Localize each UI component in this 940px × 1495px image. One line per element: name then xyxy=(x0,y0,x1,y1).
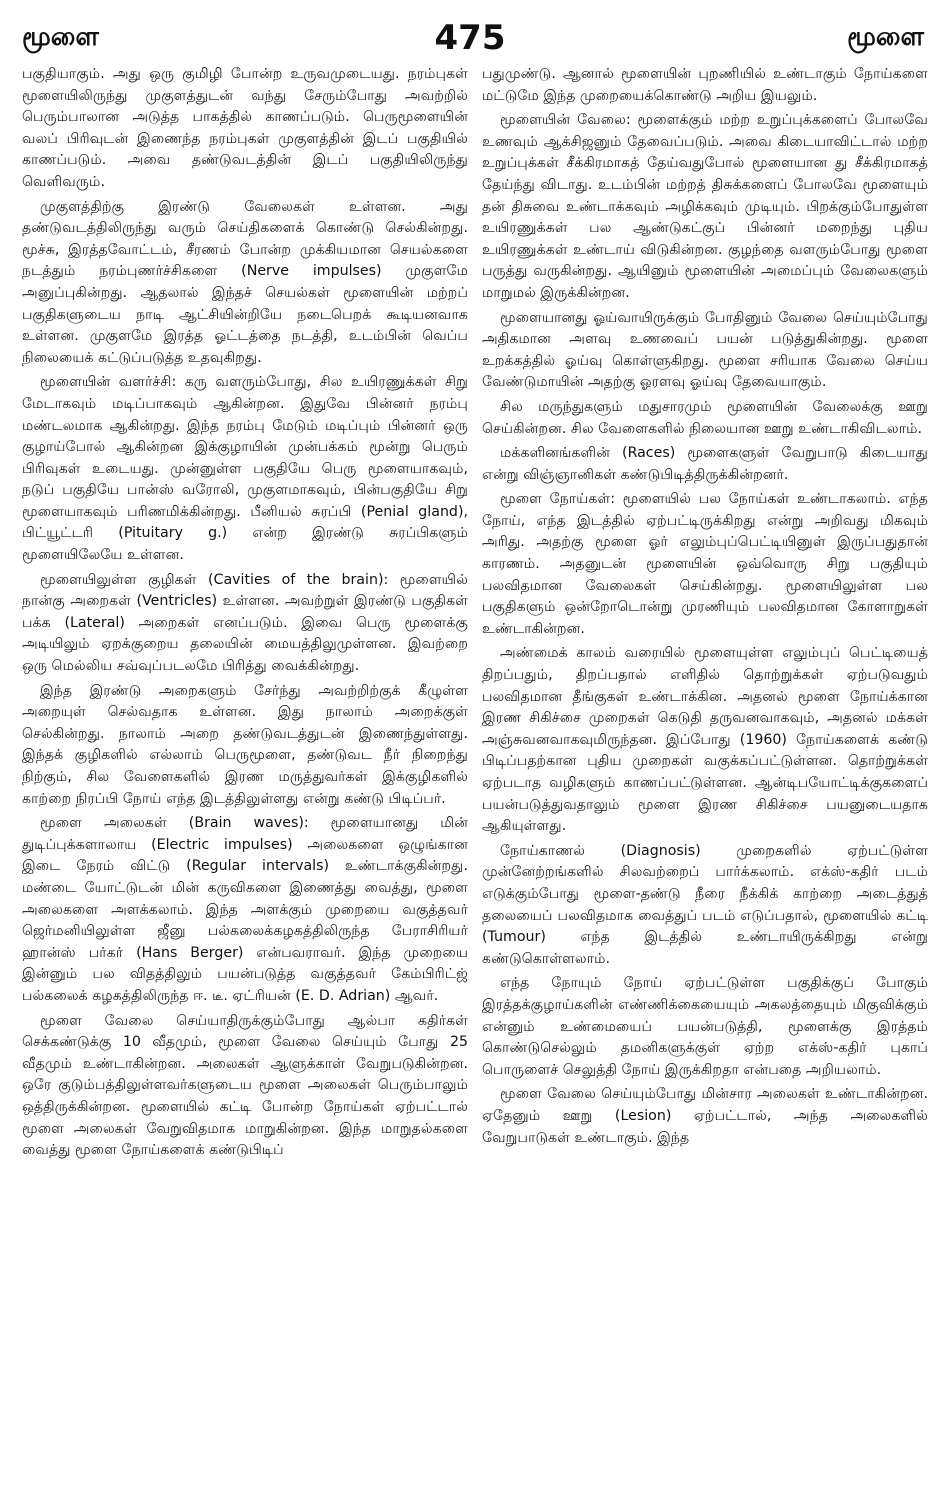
paragraph: மூளை நோய்கள்: மூளையில் பல நோய்கள் உண்டாகலாம். எந்த நோய், எந்த இடத்தில் ஏற்பட்டிருக்கிறது என்று அறிவது மிகவும் அரிது. அதற்கு மூளை ஓர் எலும்புப்பெட்டியினுள் இருப்பதுதான் காரணம். அதனுடன் மூளையின் ஒவ்வொரு சிறு பகுதியும் பலவிதமான வேலைகள் செய்கின்றது. மூளையிலுள்ள பல பகுதிகளும் ஒன்றோடொன்று முரணியும் பலவிதமான கோளாறுகள் உண்டாகின்றன. xyxy=(482,491,928,637)
paragraph: பதுமுண்டு. ஆனால் மூளையின் புறணியில் உண்டாகும் நோய்களை மட்டுமே இந்த முறையைக்கொண்டு அறிய இயலும். xyxy=(482,66,928,104)
paragraph: சில மருந்துகளும் மதுசாரமும் மூளையின் வேலைக்கு ஊறு செய்கின்றன. சில வேளைகளில் நிலையான ஊறு உண்டாகிவிடலாம். xyxy=(482,398,928,437)
paragraph: அண்மைக் காலம் வரையில் மூளையுள்ள எலும்புப் பெட்டியைத் திறப்பதும், திறப்பதால் எளிதில் தொற்றுக்கள் ஏற்படுவதும் பலவிதமான தீங்குகள் உண்டாக்கின. அதனல் மூளை நோய்க்கான இரண சிகிச்சை முறைகள் கெடுதி தருவனவாகவும், அதனல் மக்கள் அஞ்சுவனவாகவுமிருந்தன. இப்போது (1960) நோய்களைக் கண்டு பிடிப்பதற்கான புதிய முறைகள் வகுக்கப்பட்டுள்ளன. தொற்றுக்கள் ஏற்படாத வழிகளும் காணப்பட்டுள்ளன. ஆன்டிபயோட்டிக்குகளைப் பயன்படுத்துவதாலும் மூளை இரண சிகிச்சை பயனுடையதாக ஆகியுள்ளது. xyxy=(482,645,928,835)
paragraph: மூளையின் வேலை: மூளைக்கும் மற்ற உறுப்புக்களைப் போலவே உணவும் ஆக்சிஜனும் தேவைப்படும். அவை கிடையாவிட்டால் மற்ற உறுப்புக்கள் சீக்கிரமாகத் தேய்வதுபோல் மூளையான து சீக்கிரமாகத் தேய்ந்து விடாது. உடம்பின் மற்றத் திசுக்களைப் போலவே மூளையும் தன் திசுவை உண்டாக்கவும் அழிக்கவும் முடியும். பிறக்கும்போதுள்ள உயிரணுக்கள் பல ஆண்டுகட்குப் பின்னர் மறைந்து புதிய உயிரணுக்கள் உண்டாய் விடுகின்றன. குழந்தை வளரும்போது மூளை பருத்து வருகின்றது. ஆயினும் மூளையின் அமைப்பும் வேலைகளும் மாறுமல் இருக்கின்றன. xyxy=(482,112,928,301)
paragraph: மூளையிலுள்ள குழிகள் (Cavities of the brain): மூளையில் நான்கு அறைகள் (Ventricles) உள்ளன. அவற்றுள் இரண்டு பகுதிகள் பக்க (Lateral) அறைகள் எனப்படும். இவை பெரு மூளைக்கு அடியிலும் ஏறக்குறைய தலையின் மையத்திலுமுள்ளன. இவற்றை ஒரு மெல்லிய சவ்வுப்படலமே பிரித்து வைக்கின்றது. xyxy=(22,571,468,675)
paragraph: முகுளத்திற்கு இரண்டு வேலைகள் உள்ளன. அது தண்டுவடத்திலிருந்து வரும் செய்திகளைக் கொண்டு செல்கின்றது. மூச்சு, இரத்தவோட்டம், சீரணம் போன்ற முக்கியமான செயல்களை நடத்தும் நரம்புணர்ச்சிகளை (Nerve impulses) முகுளமே அனுப்புகின்றது. ஆதலால் இந்தச் செயல்கள் மூளையின் மற்றப் பகுதிகளுடைய நாடி ஆட்சியின்றியே நடைபெறக் கூடியனவாக உள்ளன. முகுளமே இரத்த ஓட்டத்தை நடத்தி, உடம்பின் வெப்ப நிலையைக் கட்டுப்படுத்த உதவுகிறது. xyxy=(22,198,468,366)
running-head-left: மூளை xyxy=(22,22,99,52)
paragraph: மக்களினங்களின் (Races) மூளைகளுள் வேறுபாடு கிடையாது என்று விஞ்ஞானிகள் கண்டுபிடித்திருக்கின்றனர். xyxy=(482,445,928,483)
paragraph: மூளை அலைகள் (Brain waves): மூளையானது மின் துடிப்புக்களாலாய (Electric impulses) அலைகளை ஒழுங்கான இடை நேரம் விட்டு (Regular intervals) உண்டாக்குகின்றது. மண்டை யோட்டுடன் மின் கருவிகளை இணைத்து வைத்து, மூளை அலைகளை அளக்கலாம். இந்த அளக்கும் முறையை வகுத்தவர் ஜெர்மனியிலுள்ள ஜீனு பல்கலைக்கழகத்திலிருந்த பேராசிரியர் ஹான்ஸ் பர்கர் (Hans Berger) என்பவராவர். இந்த முறையை இன்னும் பல விதத்திலும் பயன்படுத்த வகுத்தவர் கேம்பிரிட்ஜ் பல்கலைக் கழகத்திலிருந்த ஈ. டீ. ஏட்ரியன் (E. D. Adrian) ஆவர். xyxy=(22,815,468,1004)
paragraph: பகுதியாகும். அது ஒரு குமிழி போன்ற உருவமுடையது. நரம்புகள் மூளையிலிருந்து முகுளத்துடன் வந்து சேரும்போது அவற்றில் பெரும்பாலான அடுத்த பாகத்தில் காணப்படும். பெருமூளையின் வலப் பிரிவுடன் இணைந்த நரம்புகள் முகுளத்தின் இடப் பகுதியில் காணப்படும். அவை தண்டுவடத்தின் இடப் பகுதியிலிருந்து வெளிவரும். xyxy=(22,66,468,190)
paragraph: மூளை வேலை செய்யாதிருக்கும்போது ஆல்பா கதிர்கள் செக்கண்டுக்கு 10 வீதமும், மூளை வேலை செய்யும் போது 25 வீதமும் உண்டாகின்றன. அலைகள் ஆளுக்காள் வேறுபடுகின்றன. ஒரே குடும்பத்திலுள்ளவர்களுடைய மூளை அலைகள் பெரும்பாலும் ஒத்திருக்கின்றன. மூளையில் கட்டி போன்ற நோய்கள் ஏற்பட்டால் மூளை அலைகள் வேறுவிதமாக மாறுகின்றன. இந்த மாறுதல்களை வைத்து மூளை நோய்களைக் கண்டுபிடிப் xyxy=(22,1012,468,1159)
paragraph: மூளை வேலை செய்யும்போது மின்சார அலைகள் உண்டாகின்றன. ஏதேனும் ஊறு (Lesion) ஏற்பட்டால், அந்த அலைகளில் வேறுபாடுகள் உண்டாகும். இந்த xyxy=(482,1086,928,1146)
paragraph: எந்த நோயும் நோய் ஏற்பட்டுள்ள பகுதிக்குப் போகும் இரத்தக்குழாய்களின் எண்ணிக்கையையும் அகலத்தையும் மிகுவிக்கும் என்னும் உண்மையைப் பயன்படுத்தி, மூளைக்கு இரத்தம் கொண்டுசெல்லும் தமனிகளுக்குள் ஏற்ற எக்ஸ்-கதிர் புகாப் பொருளைச் செலுத்தி நோய் இருக்கிறதா என்பதை அறியலாம். xyxy=(482,975,928,1078)
paragraph: இந்த இரண்டு அறைகளும் சேர்ந்து அவற்றிற்குக் கீழுள்ள அறையுள் செல்வதாக உள்ளன. இது நாலாம் அறைக்குள் செல்கின்றது. நாலாம் அறை தண்டுவடத்துடன் இணைந்துள்ளது. இந்தக் குழிகளில் எல்லாம் பெருமூளை, தண்டுவட நீர் நிறைந்து நிற்கும், சில வேளைகளில் இரண மருத்துவர்கள் இக்குழிகளில் காற்றை நிரப்பி நோய் எந்த இடத்திலுள்ளது என்று கண்டு பிடிப்பர். xyxy=(22,682,468,807)
left-column xyxy=(22,64,468,1484)
paragraph: மூளையானது ஓய்வாயிருக்கும் போதினும் வேலை செய்யும்போது அதிகமான அளவு உணவைப் பயன் படுத்துகின்றது. மூளை உறக்கத்தில் ஓய்வு கொள்ளுகிறது. மூளை சரியாக வேலை செய்ய வேண்டுமாயின் அதற்கு ஓரளவு ஓய்வு தேவையாகும். xyxy=(482,309,928,391)
paragraph: நோய்காணல் (Diagnosis) முறைகளில் ஏற்பட்டுள்ள முன்னேற்றங்களில் சிலவற்றைப் பார்க்கலாம். எக்ஸ்-கதிர் படம் எடுக்கும்போது மூளை-தண்டு நீரை நீக்கிக் காற்றை அடைத்துத் தலையைப் பலவிதமாக வைத்துப் படம் எடுப்பதால், மூளையில் கட்டி (Tumour) எந்த இடத்தில் உண்டாயிருக்கிறது என்று கண்டுகொள்ளலாம். xyxy=(482,842,928,967)
page-number: 475 xyxy=(434,18,506,58)
right-column xyxy=(482,64,928,1484)
running-head-right: மூளை xyxy=(847,22,924,52)
paragraph: மூளையின் வளர்ச்சி: கரு வளரும்போது, சில உயிரணுக்கள் சிறு மேடாகவும் மடிப்பாகவும் ஆகின்றன. இதுவே பின்னர் நரம்பு மண்டலமாக ஆகின்றது. இந்த நரம்பு மேடும் மடிப்பும் பின்னர் ஒரு குழாய்போல் ஆகின்றன இக்குழாயின் முன்பக்கம் மூன்று பெரும் பிரிவுகள் உடையது. முன்னுள்ள பகுதியே பெரு மூளையாகவும், நடுப் பகுதியே பான்ஸ் வரோலி, முகுளமாகவும், பின்பகுதியே சிறு மூளையாகவும் பரிணமிக்கின்றது. பீனியல் சுரப்பி (Penial gland), பிட்யூட்டரி (Pituitary g.) என்ற இரண்டு சுரப்பிகளும் மூளையிலேயே உள்ளன. xyxy=(22,374,468,564)
